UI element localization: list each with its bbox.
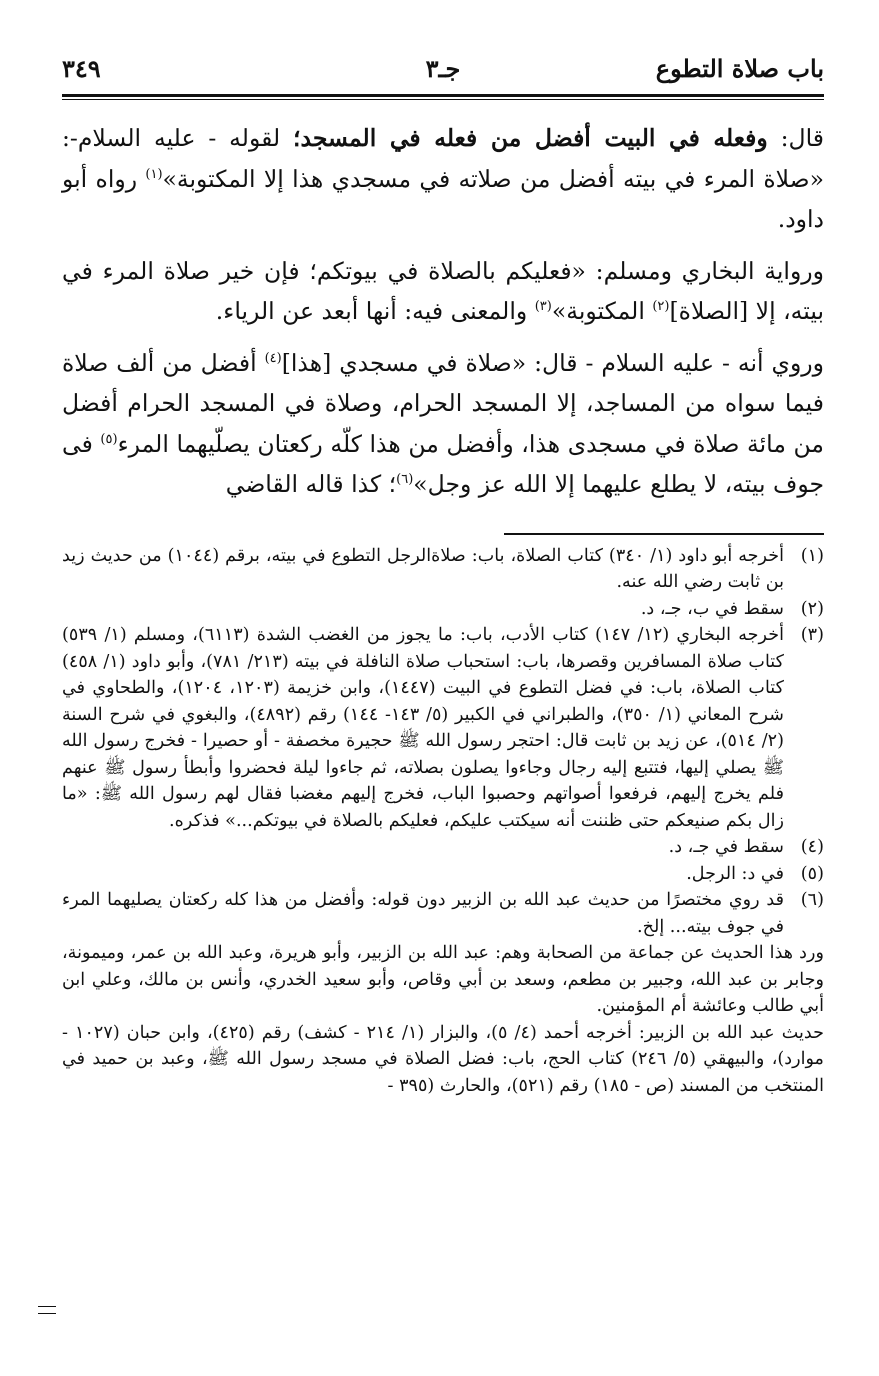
footnote-number: (٦) [800,890,824,910]
footnote-ref: (١) [145,166,163,182]
footnote-text: في د: الرجل. [686,863,784,884]
footnote [62,622,824,834]
footnote-text: سقط في جـ، د. [668,837,784,857]
footnote-text: أخرجه البخاري (١٢/ ١٤٧) كتاب الأدب، باب: ما يجوز من الغضب الشدة (٦١١٣)، ومسلم (١/ ٥٣٩) كتاب صلاة المسافرين وقصرها، باب: استحباب صلاة النافلة في بيته (٢١٣/ ٧٨١)، وأبو داود (١/ ٤٥٨) كتاب الصلاة، باب: في فضل التطوع في البيت (١٤٤٧)، وابن خزيمة (١٢٠٣، ١٢٠٤)، والطحاوي في شرح المعاني (١/ ٣٥٠)، والطبراني في الكبير (٥/ ١٤٣- ١٤٤) رقم (٤٨٩٢)، والبغوي في شرح السنة (٢/ ٥١٤)، عن زيد بن ثابت قال: احتجر رسول الله ﷺ حجيرة مخصفة - أو حصيرا - فخرج رسول الله ﷺ يصلي إليها، فتتبع إليه رجال وجاءوا يصلون بصلاته، ثم جاءوا ليلة فحضروا وأبطأ رسول ﷺ عنهم فلم يخرج إليهم، فرفعوا أصواتهم وحصبوا الباب، فخرج إليهم مغضبا فقال لهم رسول الله ﷺ: «ما زال بكم صنيعكم حتى ظننت أنه سيكتب عليكم، فعليكم بالصلاة في بيوتكم...» فذكره. [62,625,785,831]
footnote-number: (٣) [800,625,824,645]
footnote-number: (٥) [800,863,824,884]
p1-matn: وفعله في البيت أفضل من فعله في المسجد؛ [293,124,768,152]
p3-text-d: ؛ كذا قاله القاضي [225,470,397,498]
paragraph-2 [62,251,824,332]
footnote-ref: (٢) [652,299,670,315]
running-header [62,50,824,94]
paragraph-1 [62,118,824,240]
p1-tail: رواه أبو داود. [62,164,824,233]
paragraph-3 [62,343,824,505]
footnote-separator [504,533,824,535]
book-page [62,50,824,1099]
p3-text-a: وروي أنه - عليه السلام - قال: «صلاة في مسجدي [هذا] [281,348,824,377]
p2-text-a: ورواية البخاري ومسلم: «فعليكم بالصلاة في بيوتكم؛ فإن خير صلاة المرء في بيته، إلا [الصلاة] [62,256,824,325]
chapter-title: باب صلاة التطوع [655,54,824,83]
footnote-ref: (٤) [264,350,282,366]
p3-text-c: فى جوف بيته، لا يطلع عليهما إلا الله عز وجل» [62,429,824,498]
volume-label: جـ٣ [425,54,461,83]
p2-text-b: المكتوبة» [551,297,653,325]
footnote-ref: (٣) [534,299,552,315]
footnotes [62,543,824,1100]
footnote-text: سقط في ب، جـ، د. [640,598,784,619]
page-number: ٣٤٩ [62,54,101,83]
footnote [62,596,824,623]
continuation-mark [38,1306,56,1314]
footnote-text: أخرجه أبو داود (١/ ٣٤٠) كتاب الصلاة، باب: صلاةالرجل التطوع في بيته، برقم (١٠٤٤) من حديث زيد بن ثابت رضي الله عنه. [62,545,784,592]
footnote-number: (٤) [800,837,824,857]
footnote-ref: (٥) [100,431,118,447]
p1-lead: قال: [767,124,824,152]
footnote [62,861,824,888]
main-text [62,118,824,505]
footnote-number: (١) [800,545,824,566]
header-rule-thin [62,99,824,100]
footnote-continuation: حديث عبد الله بن الزبير: أخرجه أحمد (٤/ ٥)، والبزار (١/ ٢١٤ - كشف) رقم (٤٢٥)، وابن حبان (١٠٢٧ - موارد)، والبيهقي (٥/ ٢٤٦) كتاب الحج، باب: فضل الصلاة في مسجد رسول الله ﷺ، وعبد بن حميد في المنتخب من المسند (ص - ١٨٥) رقم (٥٢١)، والحارث (٣٩٥ - [62,1022,824,1096]
p2-text-c: والمعنى فيه: أنها أبعد عن الرياء. [215,297,535,325]
p1-text: لقوله - عليه السلام-: «صلاة المرء في بيته أفضل من صلاته في مسجدي هذا إلا المكتوبة» [62,124,824,193]
footnote [62,834,824,861]
header-rule [62,94,824,97]
footnote-continuation: ورد هذا الحديث عن جماعة من الصحابة وهم: عبد الله بن الزبير، وأبو هريرة، وعبد الله بن عمر، وميمونة، وجابر بن عبد الله، وجبير بن مطعم، وسعد بن أبي وقاص، وأبو سعيد الخدري، وأنس بن مالك، وعلي ابن أبي طالب وعائشة أم المؤمنين. [62,943,824,1016]
footnote-ref: (٦) [396,472,414,488]
footnote-text: قد روي مختصرًا من حديث عبد الله بن الزبير دون قوله: وأفضل من هذا كله ركعتان يصليهما المرء في جوف بيته... إلخ. [62,890,784,937]
footnote-number: (٢) [800,598,824,619]
p3-text-b: أفضل من ألف صلاة فيما سواه من المساجد، إلا المسجد الحرام، وصلاة في المسجد الحرام أفضل من مائة صلاة في مسجدى هذا، وأفضل من هذا كلّه ركعتان يصلّيهما المرء [62,348,824,458]
footnote [62,543,824,596]
footnote [62,887,824,940]
